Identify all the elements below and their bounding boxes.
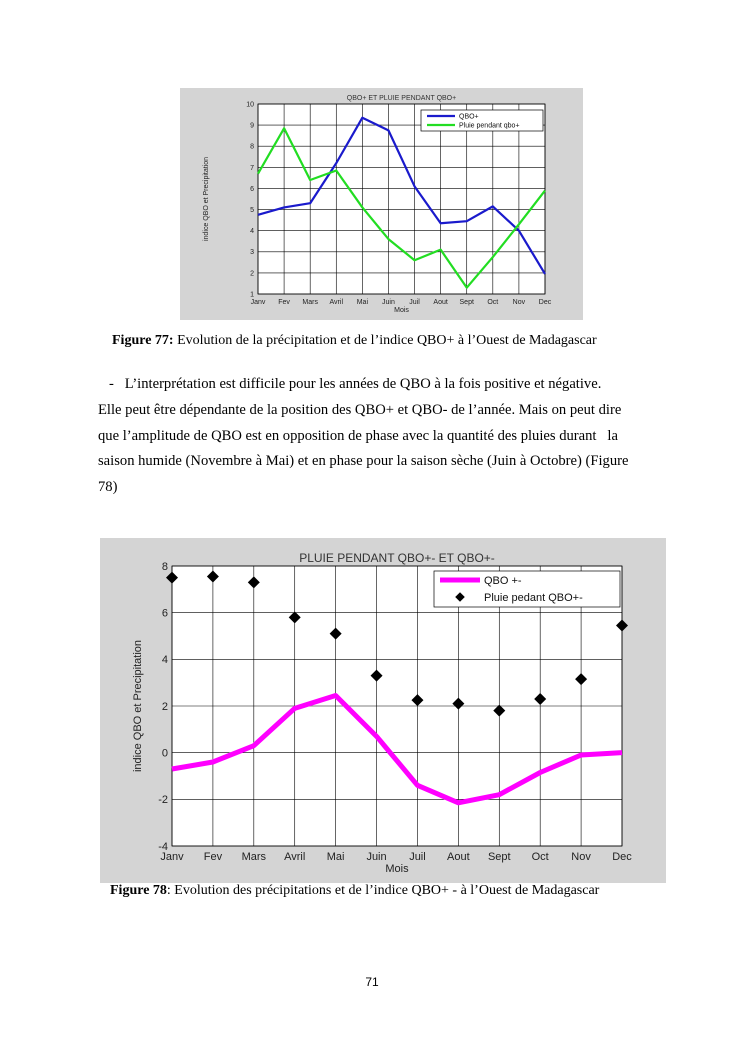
x-axis-label: Mois (394, 307, 409, 314)
legend-label-1: QBO +- (484, 574, 522, 587)
y-axis-label: indice QBO et Precipitation (132, 639, 144, 773)
x-tick-label: Avril (329, 299, 344, 306)
y-tick-label: 7 (250, 164, 254, 172)
paragraph-line-1: - L’interprétation est difficile pour les années de QBO à la fois positive et négative. (98, 376, 602, 392)
x-tick-label: Dec (538, 299, 552, 306)
y-tick-label: 8 (250, 143, 254, 151)
x-tick-label: Mars (302, 299, 318, 306)
figure-77-caption-text: Evolution de la précipitation et de l’indice QBO+ à l’Ouest de Madagascar (173, 333, 597, 348)
y-tick-label: 10 (246, 101, 254, 109)
y-tick-label: 9 (250, 122, 254, 130)
chart-title: QBO+ ET PLUIE PENDANT QBO+ (346, 95, 457, 102)
y-tick-label: -2 (158, 794, 168, 807)
legend-label-2: Pluie pendant qbo+ (459, 122, 520, 130)
plot-area (258, 104, 545, 294)
y-tick-label: 2 (250, 270, 254, 278)
legend-label-1: QBO+ (459, 113, 479, 121)
figure-77-label: Figure 77: (112, 333, 174, 348)
x-tick-label: Nov (571, 851, 591, 863)
figure-77-chart (180, 88, 583, 320)
x-tick-label: Juin (382, 299, 395, 306)
x-tick-label: Juil (409, 299, 420, 306)
x-tick-label: Mars (241, 851, 267, 863)
x-tick-label: Fev (203, 851, 223, 863)
y-tick-label: 6 (161, 607, 168, 620)
x-tick-label: Sept (487, 851, 511, 863)
page-number: 71 (365, 975, 379, 989)
x-tick-label: Oct (531, 851, 549, 863)
figure-77-caption (112, 333, 597, 349)
x-tick-label: Fev (278, 299, 290, 306)
y-tick-label: 1 (250, 291, 254, 299)
figure-78-svg (100, 538, 666, 883)
x-tick-label: Dec (612, 851, 632, 863)
x-tick-label: Juil (409, 851, 426, 863)
paragraph-line-5: 78) (98, 479, 118, 496)
x-tick-label: Juin (366, 851, 387, 863)
y-tick-label: -4 (158, 840, 168, 853)
paragraph-line-4: saison humide (Novembre à Mai) et en phase pour la saison sèche (Juin à Octobre) (Figure (98, 453, 629, 470)
x-tick-label: Mai (356, 299, 369, 306)
figure-78-caption-text: : Evolution des précipitations et de l’indice QBO+ - à l’Ouest de Madagascar (166, 883, 600, 898)
x-tick-label: Sept (459, 299, 474, 306)
x-tick-label: Aout (433, 299, 448, 306)
y-tick-label: 8 (161, 560, 168, 573)
x-tick-label: Avril (284, 851, 306, 863)
figure-78-chart (100, 538, 666, 883)
y-tick-label: 0 (161, 747, 168, 760)
x-tick-label: Janv (250, 299, 266, 306)
x-tick-label: Nov (512, 299, 526, 306)
figure-78-label: Figure 78 (110, 883, 167, 898)
x-tick-label: Aout (447, 851, 470, 863)
y-tick-label: 6 (250, 185, 254, 193)
x-tick-label: Mai (326, 851, 345, 863)
x-axis-label: Mois (385, 863, 409, 875)
chart-title: PLUIE PENDANT QBO+- ET QBO+- (299, 551, 495, 565)
body-paragraph (98, 372, 646, 501)
paragraph-line-2: Elle peut être dépendante de la position des QBO+ et QBO- de l’année. Mais on peut dire (98, 401, 622, 418)
y-tick-label: 4 (250, 228, 254, 236)
x-tick-label: Janv (160, 851, 184, 863)
legend-label-2: Pluie pedant QBO+- (484, 591, 583, 604)
y-tick-label: 5 (250, 207, 254, 215)
figure-78-caption (110, 883, 599, 899)
y-tick-label: 2 (161, 700, 168, 713)
paragraph-line-3: que l’amplitude de QBO est en opposition de phase avec la quantité des pluies durant la (98, 427, 618, 444)
x-tick-label: Oct (487, 299, 499, 306)
y-tick-label: 3 (250, 249, 254, 257)
y-axis-label: indice QBO et Precipitation (203, 156, 210, 242)
y-tick-label: 4 (161, 654, 168, 667)
figure-77-svg (180, 88, 583, 320)
